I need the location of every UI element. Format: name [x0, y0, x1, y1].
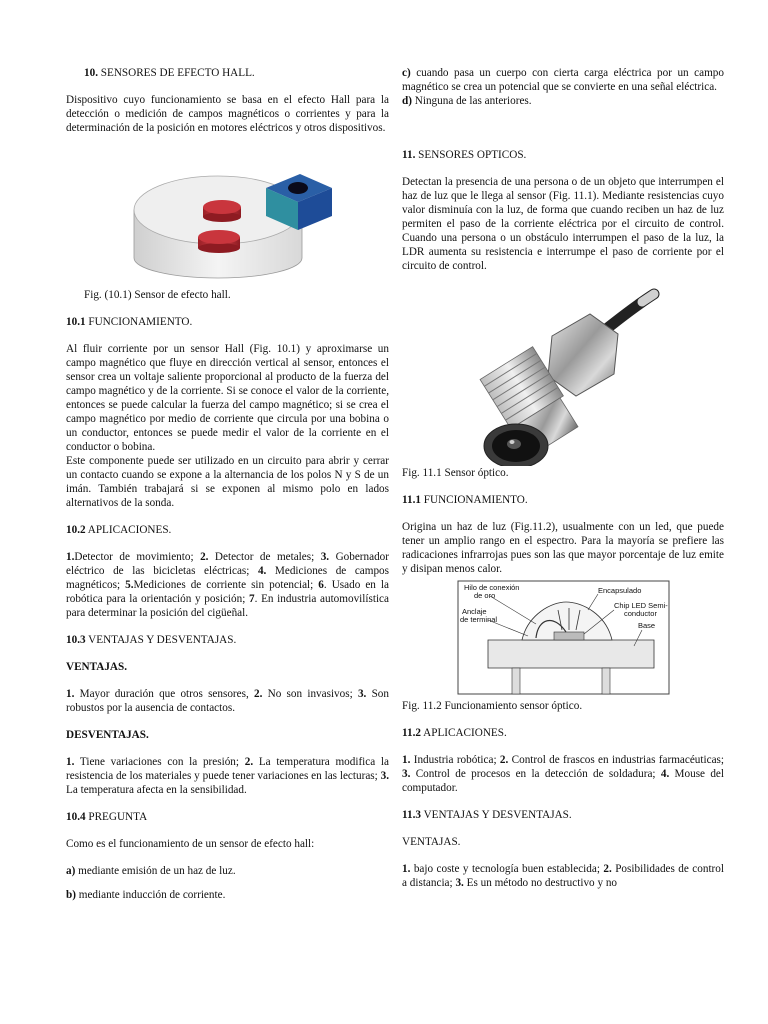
option-d [402, 94, 724, 108]
option-label: b) [66, 889, 76, 901]
item-text: Es un método no destructivo y no [463, 877, 618, 889]
item-number: 1. [66, 688, 75, 700]
item-number: 1. [402, 863, 411, 875]
left-column [66, 66, 389, 902]
item-text: . Usado en la robótica para la orientación y posición; [66, 579, 389, 605]
option-b [66, 888, 389, 902]
section-title: FUNCIONAMIENTO. [420, 494, 528, 506]
optical-ventajas-list [402, 862, 724, 890]
figure-11-2-caption: Fig. 11.2 Funcionamiento sensor óptico. [402, 700, 583, 712]
desventajas-heading [66, 728, 389, 742]
item-number: 2. [254, 688, 263, 700]
option-c [402, 66, 724, 94]
item-number: 2. [244, 756, 254, 768]
section-10-intro: Dispositivo cuyo funcionamiento se basa en el efecto Hall para la detección o medición de campos magnéticos o corrientes y para la determinación de la posición en motores eléctricos y otros dispositivos. [66, 94, 389, 134]
section-number: 10.3 [66, 634, 86, 646]
item-text: Son robustos por la ausencia de contactos. [66, 688, 389, 714]
section-title: APLICACIONES. [420, 727, 507, 739]
led-diagram [402, 580, 724, 696]
section-title: PREGUNTA [85, 811, 148, 823]
item-number: 5. [125, 579, 134, 591]
section-number: 11.2 [402, 727, 421, 739]
item-number: 1. [66, 756, 75, 768]
section-title: SENSORES OPTICOS. [415, 149, 527, 161]
section-10-3-heading [66, 633, 389, 647]
section-number: 10. [84, 67, 98, 79]
section-11-1-paragraph: Origina un haz de luz (Fig.11.2), usualmente con un led, que puede tener un amplio rango en el espectro. Para la mayoría se prefiere las radicaciones infrarrojas pues son las que mayor porcentaje de luz emite y disipan menos calor. [402, 521, 724, 575]
figure-11-1-caption: Fig. 11.1 Sensor óptico. [402, 467, 509, 479]
section-title: SENSORES DE EFECTO HALL. [97, 67, 255, 79]
option-text: Ninguna de las anteriores. [411, 95, 532, 107]
item-text: Tiene variaciones con la presión; [74, 756, 245, 768]
section-11-3-heading [402, 808, 724, 822]
label-anclaje: Anclaje [462, 607, 487, 616]
item-text: La temperatura modifica la resistencia de los materiales y puede tener variaciones en las lecturas; [66, 756, 389, 782]
section-11-2-heading [402, 726, 724, 740]
item-text: Mediciones de campos magnéticos; [66, 565, 389, 591]
item-number: 1. [66, 551, 75, 563]
hall-sensor-illustration [66, 148, 389, 288]
ventajas-list [66, 687, 389, 715]
section-number: 11.3 [402, 809, 421, 821]
led-diagram-figure [402, 580, 724, 696]
item-text: Mediciones de corriente sin potencial; [133, 579, 319, 591]
section-title: VENTAJAS Y DESVENTAJAS. [420, 809, 572, 821]
section-number: 10.4 [66, 811, 86, 823]
section-number: 11. [402, 149, 416, 161]
item-text: Gobernador eléctrico de las bicicletas eléctricas; [66, 551, 389, 577]
item-number: 3. [380, 770, 389, 782]
option-text: cuando pasa un cuerpo con cierta carga eléctrica por un campo magnético se crea un potencial que se convierte en una señal eléctrica. [402, 67, 724, 93]
item-text: No son invasivos; [262, 688, 358, 700]
section-number: 11.1 [402, 494, 421, 506]
option-a [66, 864, 389, 878]
right-column [402, 66, 724, 903]
item-number: 6 [318, 579, 324, 591]
option-text: mediante inducción de corriente. [75, 889, 226, 901]
desventajas-list [66, 755, 389, 797]
section-title: FUNCIONAMIENTO. [85, 316, 193, 328]
item-number: 4. [257, 565, 267, 577]
item-number: 7 [249, 593, 255, 605]
item-text: bajo coste y tecnología buen establecida; [410, 863, 604, 875]
optical-sensor-figure [402, 286, 724, 466]
item-number: 3. [402, 768, 411, 780]
section-10-4-heading [66, 810, 389, 824]
option-label: d) [402, 95, 412, 107]
item-text: Detector de metales; [208, 551, 321, 563]
item-number: 3. [455, 877, 464, 889]
optical-sensor-photo [402, 286, 724, 466]
section-10-1-paragraph-2: Este componente puede ser utilizado en un circuito para abrir y cerrar un contacto cuando se expone a la alternancia de los polos N y S de un imán. También trabajará si se exponen al mismo polo en lados alternativos de la sonda. [66, 455, 389, 509]
optical-applications-list [402, 753, 724, 795]
section-11-intro: Detectan la presencia de una persona o de un objeto que interrumpen el haz de luz que le llega al sensor (Fig. 11.1). Mediante resistencias cuyo valor disminuía con la luz, de forma que cuando reciben un haz de luz permiten el paso de la corriente eléctrica por el circuito de control. Cuando una persona o un obstáculo interrumpen el paso de la luz, la LDR aumenta su resistencia e interrumpe el paso de corriente por el circuito de control. [402, 176, 724, 272]
desventajas-label: DESVENTAJAS. [66, 729, 149, 741]
label-chip: Chip LED Semi- [614, 601, 668, 610]
section-11-1-heading [402, 493, 724, 507]
item-text: Control de procesos en la detección de soldadura; [410, 768, 661, 780]
hall-sensor-figure [66, 148, 389, 288]
item-number: 2. [499, 754, 509, 766]
item-text: Industria robótica; [410, 754, 500, 766]
item-number: 4. [660, 768, 670, 780]
optical-ventajas-heading: VENTAJAS. [402, 836, 461, 848]
item-text: Mouse del computador. [402, 768, 725, 794]
ventajas-label: VENTAJAS. [66, 661, 128, 673]
item-text: Detector de movimiento; [74, 551, 201, 563]
item-number: 1. [402, 754, 411, 766]
question-text: Como es el funcionamiento de un sensor de efecto hall: [66, 838, 315, 850]
applications-list [66, 550, 389, 620]
label-hilo: Hilo de conexión [464, 583, 520, 592]
section-10-1-paragraph-1: Al fluir corriente por un sensor Hall (Fig. 10.1) y aproximarse un campo magnético que fluye en dirección vertical al sensor, entonces el sensor crea un voltaje saliente proporcional al producto de la fuerza del campo magnético y de la corriente. Si se conoce el valor de la corriente, entonces se puede calcular la fuerza del campo magnético; si se crea el campo magnético por medio de corriente que circula por una bobina o un conductor, entonces se puede medir el valor de la corriente en el conductor o bobina. [66, 343, 389, 453]
label-anclaje-2: de terminal [460, 615, 498, 624]
option-label: c) [402, 67, 411, 79]
item-number: 2. [200, 551, 209, 563]
section-11-heading [402, 148, 724, 162]
option-text: mediante emisión de un haz de luz. [75, 865, 236, 877]
item-number: 3. [357, 688, 367, 700]
label-chip-2: conductor [624, 609, 657, 618]
section-title: APLICACIONES. [85, 524, 172, 536]
ventajas-heading [66, 660, 389, 674]
item-number: 3. [320, 551, 330, 563]
figure-10-1-caption: Fig. (10.1) Sensor de efecto hall. [84, 289, 231, 301]
item-text: Control de frascos en industrias farmacéuticas; [508, 754, 725, 766]
item-number: 2. [603, 863, 612, 875]
section-number: 10.1 [66, 316, 86, 328]
label-base: Base [638, 621, 656, 630]
section-title: VENTAJAS Y DESVENTAJAS. [85, 634, 237, 646]
section-10-heading [66, 66, 389, 80]
label-hilo-2: de oro [474, 591, 496, 600]
section-number: 10.2 [66, 524, 86, 536]
option-label: a) [66, 865, 76, 877]
item-text: . En industria automovilística para determinar la posición del cigüeñal. [66, 593, 389, 619]
item-text: La temperatura afecta en la sensibilidad. [66, 784, 247, 796]
item-text: Posibilidades de control a distancia; [402, 863, 724, 889]
item-text: Mayor duración que otros sensores, [74, 688, 255, 700]
section-10-1-heading [66, 315, 389, 329]
label-encapsulado: Encapsulado [598, 586, 642, 595]
section-10-2-heading [66, 523, 389, 537]
